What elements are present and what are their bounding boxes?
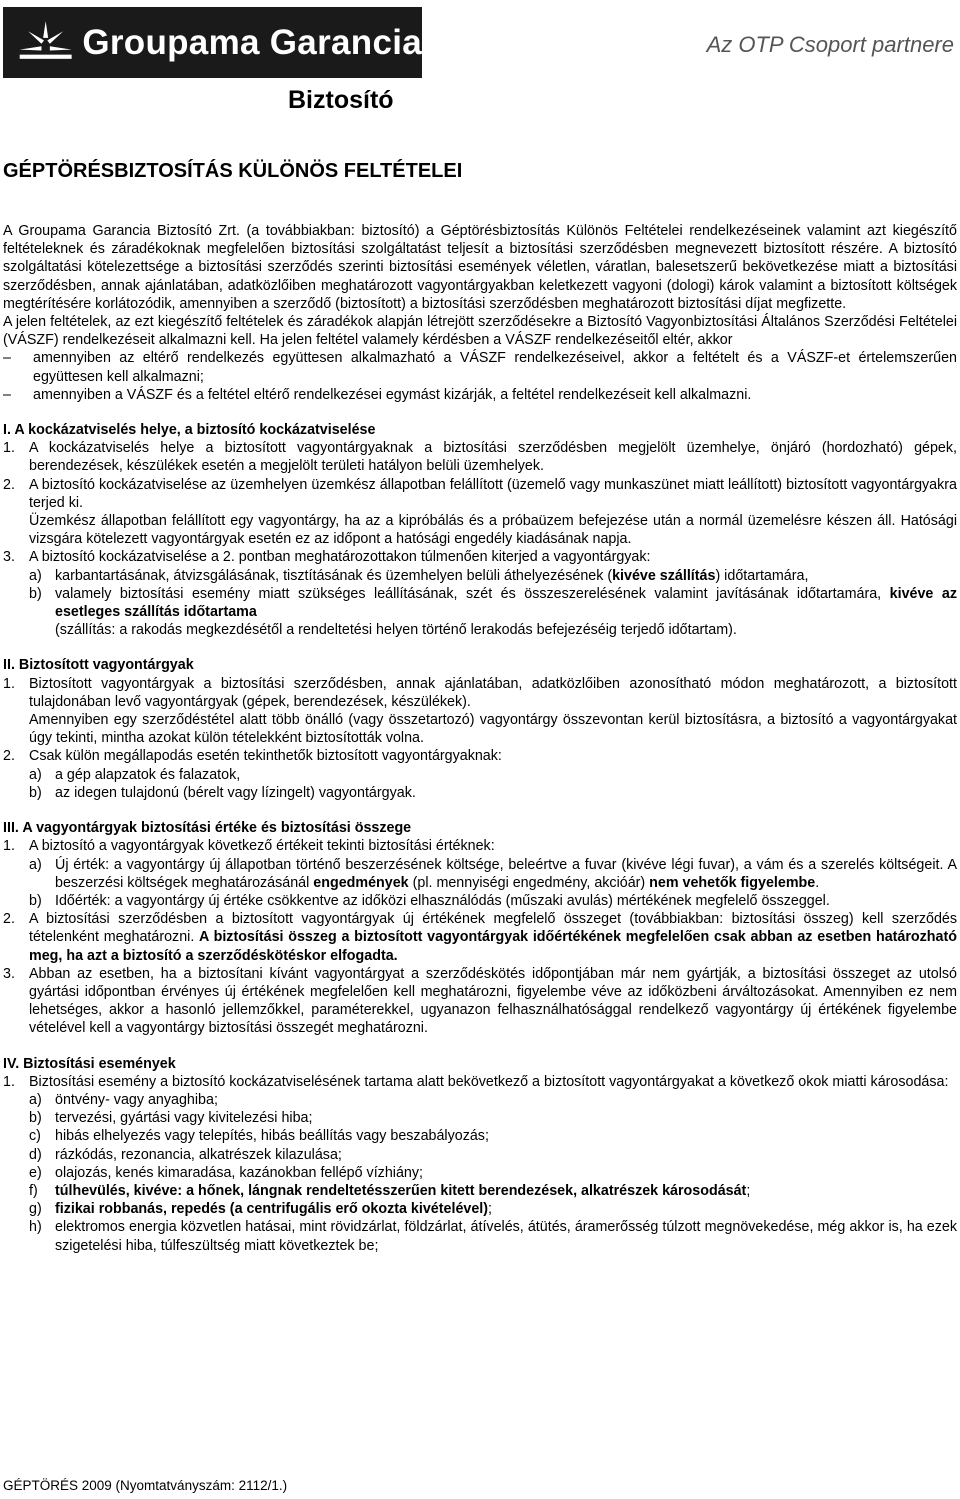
item-number: 3.	[3, 965, 15, 982]
section-heading-2: II. Biztosított vagyontárgyak	[3, 657, 194, 674]
sub-item-letter: h)	[29, 1219, 42, 1236]
dash-item-text: amennyiben az eltérő rendelkezés együttesen alkalmazható a VÁSZF rendelkezéseivel, akkor a feltételt és a VÁSZF-et értelemszerűen együttesen kell alkalmazni;	[33, 350, 957, 385]
sub-item-letter: b)	[29, 892, 42, 909]
item-number: 1.	[3, 1073, 15, 1090]
intro-paragraph-1: A Groupama Garancia Biztosító Zrt. (a továbbiakban: biztosító) a Géptörésbiztosítás Különös Feltételei rendelkezéseinek valamint azt kiegészítő feltételeknek és záradékoknak megfelelően biztosítási szolgáltatást teljesít a biztosítási szerződésben megnevezett biztosított részére. A biztosító szolgáltatási kötelezettsége a biztosítási szerződés szerinti biztosítási események véletlen, váratlan, balesetszerű bekövetkezése miatt a biztosítási szerződésben, annak ajánlatában, adatközlőiben meghatározott vagyontárgyakban keletkezett vagyoni (dologi) károk valamint a biztosított költségek megtérítésére korlátozódik, amennyiben a szerződő (biztosított) a biztosítási szerződésben meghatározott biztosítási díjat megfizette.	[3, 223, 957, 312]
sub-item-text: Új érték: a vagyontárgy új állapotban történő beszerzésének költsége, beleértve a fuvar (kivéve légi fuvar), a vám és a szerelés költségeit. A beszerzési költségek meghatározásánál engedmények (pl. mennyiségi engedmény, akcióár) nem vehetők figyelembe.	[55, 856, 957, 891]
list-item	[3, 1073, 957, 1255]
dash-item	[3, 386, 957, 404]
item-number: 3.	[3, 549, 15, 566]
sub-item	[29, 1146, 957, 1164]
item-number: 2.	[3, 476, 15, 493]
sub-item-text: a gép alapzatok és falazatok,	[55, 766, 241, 783]
sub-item-text: túlhevülés, kivéve: a hőnek, lángnak rendeltetésszerűen kitett berendezések, alkatrészek károsodását;	[55, 1182, 751, 1199]
sub-item-letter: d)	[29, 1146, 42, 1163]
partner-tagline: Az OTP Csoport partnere	[706, 32, 954, 57]
item-text: Csak külön megállapodás esetén tekinthetők biztosított vagyontárgyaknak:	[29, 748, 502, 765]
list-item	[3, 548, 957, 639]
sub-item-letter: g)	[29, 1201, 42, 1218]
sub-item	[29, 1109, 957, 1127]
item-number: 1.	[3, 838, 15, 855]
letterhead	[0, 0, 960, 118]
sub-item-text: öntvény- vagy anyaghiba;	[55, 1091, 218, 1108]
section-heading-4: IV. Biztosítási események	[3, 1055, 176, 1072]
sub-item	[29, 892, 957, 910]
sub-item	[29, 1182, 957, 1200]
item-text: Biztosítási esemény a biztosító kockázatviselésének tartama alatt bekövetkező a biztosított vagyontárgyakat a következő okok miatti károsodása:	[29, 1073, 949, 1090]
sub-item-letter: a)	[29, 1091, 42, 1108]
item-text: Amennyiben egy szerződéstétel alatt több önálló (vagy összetartozó) vagyontárgy összevontan kerül biztosításra, a biztosító a vagyontárgyakat úgy tekinti, mintha azokat külön tételekként biztosították volna.	[29, 712, 957, 747]
sub-item	[29, 1164, 957, 1182]
sub-item-letter: c)	[29, 1128, 41, 1145]
list-item	[3, 747, 957, 802]
dash-item-text: amennyiben a VÁSZF és a feltétel eltérő rendelkezései egymást kizárják, a feltétel rendelkezéseit kell alkalmazni.	[33, 386, 752, 403]
sub-item	[29, 784, 957, 802]
list-item	[3, 910, 957, 965]
intro	[3, 222, 957, 404]
item-text: A biztosító a vagyontárgyak következő értékeit tekinti biztosítási értéknek:	[29, 838, 495, 855]
sub-item-letter: b)	[29, 1110, 42, 1127]
list-item	[3, 675, 957, 748]
sub-item-letter: b)	[29, 585, 42, 602]
document-body	[3, 222, 957, 1255]
item-number: 1.	[3, 440, 15, 457]
sub-item-text: az idegen tulajdonú (bérelt vagy lízingelt) vagyontárgyak.	[55, 784, 416, 801]
sub-item-text: tervezési, gyártási vagy kivitelezési hiba;	[55, 1110, 313, 1127]
sub-item	[29, 1091, 957, 1109]
item-text: A biztosító kockázatviselése a 2. pontban meghatározottakon túlmenően kiterjed a vagyontárgyak:	[29, 549, 651, 566]
groupama-logo	[3, 7, 422, 78]
sub-item-letter: f)	[29, 1182, 38, 1199]
sub-item-text: elektromos energia közvetlen hatásai, mint rövidzárlat, földzárlat, átívelés, átütés, áramerősség túlzott megnövekedése, még akkor is, ha ezek szigetelési hiba, túlfeszültség miatt következtek be;	[55, 1219, 957, 1254]
item-text: Üzemkész állapotban felállított egy vagyontárgy, ha az a kipróbálás és a próbaüzem befejezése után a normál üzemelésre készen áll. Hatósági vizsgára kötelezett vagyontárgyak esetén ez az időpont a hatósági engedély kiadásának napja.	[29, 513, 957, 548]
sub-item	[29, 585, 957, 640]
sub-item	[29, 1200, 957, 1218]
list-item	[3, 837, 957, 910]
dash-bullet: –	[3, 386, 11, 403]
item-number: 2.	[3, 748, 15, 765]
document-title: GÉPTÖRÉSBIZTOSÍTÁS KÜLÖNÖS FELTÉTELEI	[3, 160, 463, 182]
item-text: A kockázatviselés helye a biztosított vagyontárgyaknak a biztosítási szerződésben megjelölt üzemhelye, önjáró (hordozható) gépek, berendezések, készülékek esetén a megjelölt területi hatályon belüli üzemhelyek.	[29, 440, 957, 475]
dash-bullet: –	[3, 350, 11, 367]
item-text: Biztosított vagyontárgyak a biztosítási szerződésben, annak ajánlatában, adatközlőiben azonosítható módon meghatározott, a biztosított tulajdonában levő vagyontárgyak (gépek, berendezések, készülékek).	[29, 675, 957, 710]
sub-item-letter: b)	[29, 784, 42, 801]
sub-item	[29, 567, 957, 585]
sub-item-text: rázkódás, rezonancia, alkatrészek kilazulása;	[55, 1146, 342, 1163]
list-item	[3, 965, 957, 1038]
sub-item	[29, 856, 957, 892]
list-item	[3, 439, 957, 475]
sub-item-letter: a)	[29, 856, 42, 873]
sub-item-letter: a)	[29, 766, 42, 783]
item-number: 1.	[3, 675, 15, 692]
sub-item-letter: a)	[29, 567, 42, 584]
list-item	[3, 476, 957, 549]
brand-name: Groupama Garancia	[82, 22, 422, 62]
dash-item	[3, 349, 957, 385]
item-text: A biztosítási szerződésben a biztosított vagyontárgyak új értékének megfelelő összeget (továbbiakban: biztosítási összeg) kell szerződés tételenként meghatározni. A biztosítási összeg a biztosított vagyontárgyak időértékének megfelelően csak abban az esetben határozható meg, ha azt a biztosító a szerződéskötéskor elfogadta.	[29, 911, 957, 964]
sub-item	[29, 766, 957, 784]
sub-item-text: olajozás, kenés kimaradása, kazánokban fellépő vízhiány;	[55, 1164, 423, 1181]
groupama-emblem-icon	[13, 7, 78, 78]
item-text: A biztosító kockázatviselése az üzemhelyen üzemkész állapotban felállított (üzemelő vagy munkaszünet miatt leállított) biztosított vagyontárgyakra terjed ki.	[29, 476, 957, 511]
sub-item	[29, 1218, 957, 1254]
item-number: 2.	[3, 911, 15, 928]
insurer-label: Biztosító	[288, 86, 394, 114]
sub-item-text: fizikai robbanás, repedés (a centrifugális erő okozta kivételével);	[55, 1201, 493, 1218]
sub-item	[29, 1127, 957, 1145]
section-heading-3: III. A vagyontárgyak biztosítási értéke és biztosítási összege	[3, 820, 412, 837]
intro-paragraph-2: A jelen feltételek, az ezt kiegészítő feltételek és záradékok alapján létrejött szerződésekre a Biztosító Vagyonbiztosítási Általános Szerződési Feltételei (VÁSZF) rendelkezéseit alkalmazni kell. Ha jelen feltétel valamely kérdésben a VÁSZF rendelkezéseitől eltér, akkor	[3, 314, 957, 349]
page-footer: GÉPTÖRÉS 2009 (Nyomtatványszám: 2112/1.)	[3, 1478, 288, 1493]
sub-item-text: karbantartásának, átvizsgálásának, tisztításának és üzemhelyen belüli áthelyezésének (kivéve szállítás) időtartamára,	[55, 567, 809, 584]
item-text: Abban az esetben, ha a biztosítani kívánt vagyontárgyat a szerződéskötés időpontjában már nem gyártják, a biztosítási összeget az utolsó gyártási időpontban érvényes új értékének megfelelően kell meghatározni, figyelembe véve az időközbeni árváltozásokat. Amennyiben ez nem lehetséges, akkor a hasonló jellemzőkkel, paraméterekkel, ugyanazon felhasználhatósággal rendelkező vagyontárgy új értékének figyelembe vételével kell a vagyontárgy biztosítási összegét meghatározni.	[29, 965, 957, 1037]
sub-item-letter: e)	[29, 1164, 42, 1181]
sub-item-text: hibás elhelyezés vagy telepítés, hibás beállítás vagy beszabályozás;	[55, 1128, 489, 1145]
sub-item-text: Időérték: a vagyontárgy új értéke csökkentve az időközi elhasználódás (műszaki avulás) mértékének megfelelő összeggel.	[55, 892, 830, 909]
section-heading-1: I. A kockázatviselés helye, a biztosító kockázatviselése	[3, 422, 376, 439]
sub-item-text: valamely biztosítási esemény miatt szükséges leállításának, szét és összeszerelésének valamint javításának időtartamára, kivéve az esetleges szállítás időtartama (szállítás: a rakodás megkezdésétől a rendeltetési helyen történő lerakodás befejezéséig terjedő időtartam).	[55, 585, 957, 639]
